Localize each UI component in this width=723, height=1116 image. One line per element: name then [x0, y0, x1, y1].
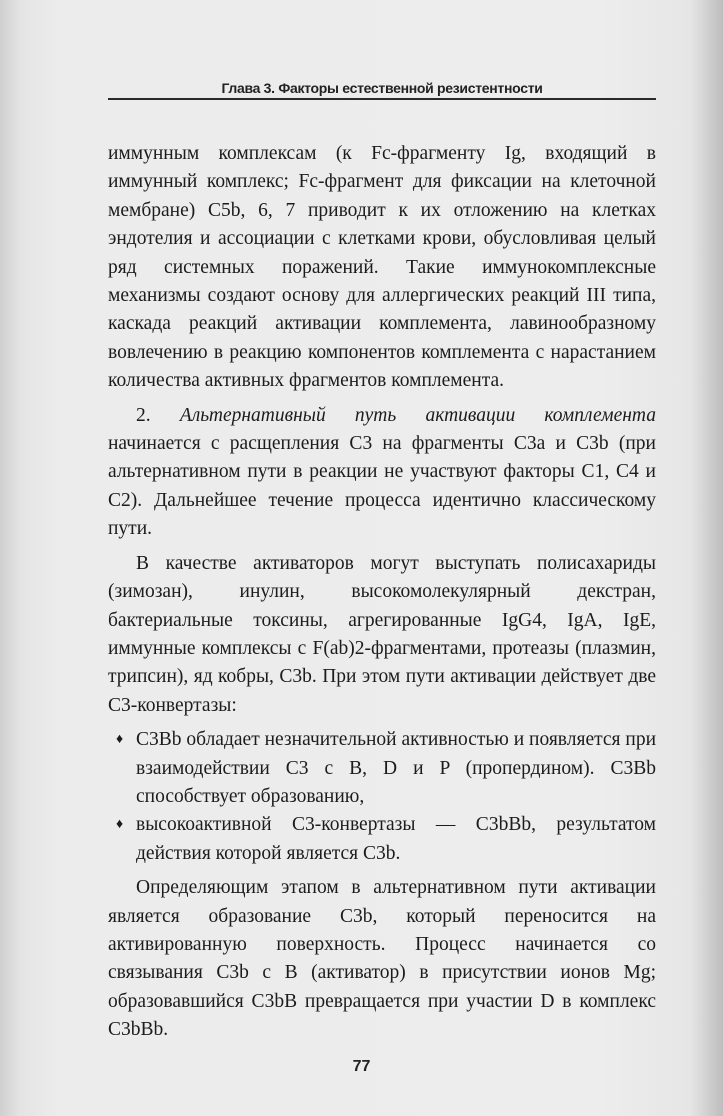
italic-term: Альтернативный путь активации комплемента: [179, 404, 657, 426]
list-number: 2.: [136, 404, 151, 426]
diamond-bullet-icon: ♦: [116, 732, 124, 748]
diamond-bullet-icon: ♦: [116, 817, 124, 833]
bullet-text: C3Bb обладает незначительной активностью и появляется при взаимодействии C3 с B, D и P (пропердином). C3Bb способствует образованию,: [136, 729, 656, 807]
list-item: [108, 726, 656, 811]
paragraph-alternative-pathway: [108, 402, 656, 544]
list-item: [108, 811, 656, 868]
bullet-text: высокоактивной C3-конвертазы — C3bBb, результатом действия которой является C3b.: [136, 814, 656, 864]
page-number: 77: [352, 1058, 371, 1075]
paragraph-text: начинается с расщепления C3 на фрагменты C3a и C3b (при альтернативном пути в реакции не участвуют факторы C1, C4 и C2). Дальнейшее течение процесса идентично классическому пути.: [108, 433, 656, 540]
paragraph-defining-stage: Определяющим этапом в альтернативном пути активации является образование C3b, который переносится на активированную поверхность. Процесс начинается со связывания C3b с B (активатор) в присутствии ионов Mg; образовавшийся C3bB превращается при участии D в комплекс C3bBb.: [108, 877, 656, 1041]
running-head: Глава 3. Факторы естественной резистентности: [108, 80, 656, 100]
paragraph-activators: В качестве активаторов могут выступать полисахариды (зимозан), инулин, высокомолекулярный декстран, бактериальные токсины, агрегированные IgG4, IgA, IgE, иммунные комплексы с F(ab)2-фрагментами, протеазы (плазмин, трипсин), яд кобры, C3b. При этом пути активации действует две C3-конвертазы:: [108, 552, 656, 716]
bullet-list: [108, 726, 656, 868]
body-text: [108, 140, 656, 1051]
paragraph-continuation: иммунным комплексам (к Fc-фрагменту Ig, входящий в иммунный комплекс; Fc-фрагмент для фиксации на клеточной мембране) C5b, 6, 7 приводит к их отложению на клетках эндотелия и ассоциации с клетками крови, обусловливая целый ряд системных поражений. Такие иммунокомплексные механизмы создают основу для аллергических реакций III типа, каскада реакций активации комплемента, лавинообразному вовлечению в реакцию компонентов комплемента с нарастанием количества активных фрагментов комплемента.: [108, 143, 656, 392]
